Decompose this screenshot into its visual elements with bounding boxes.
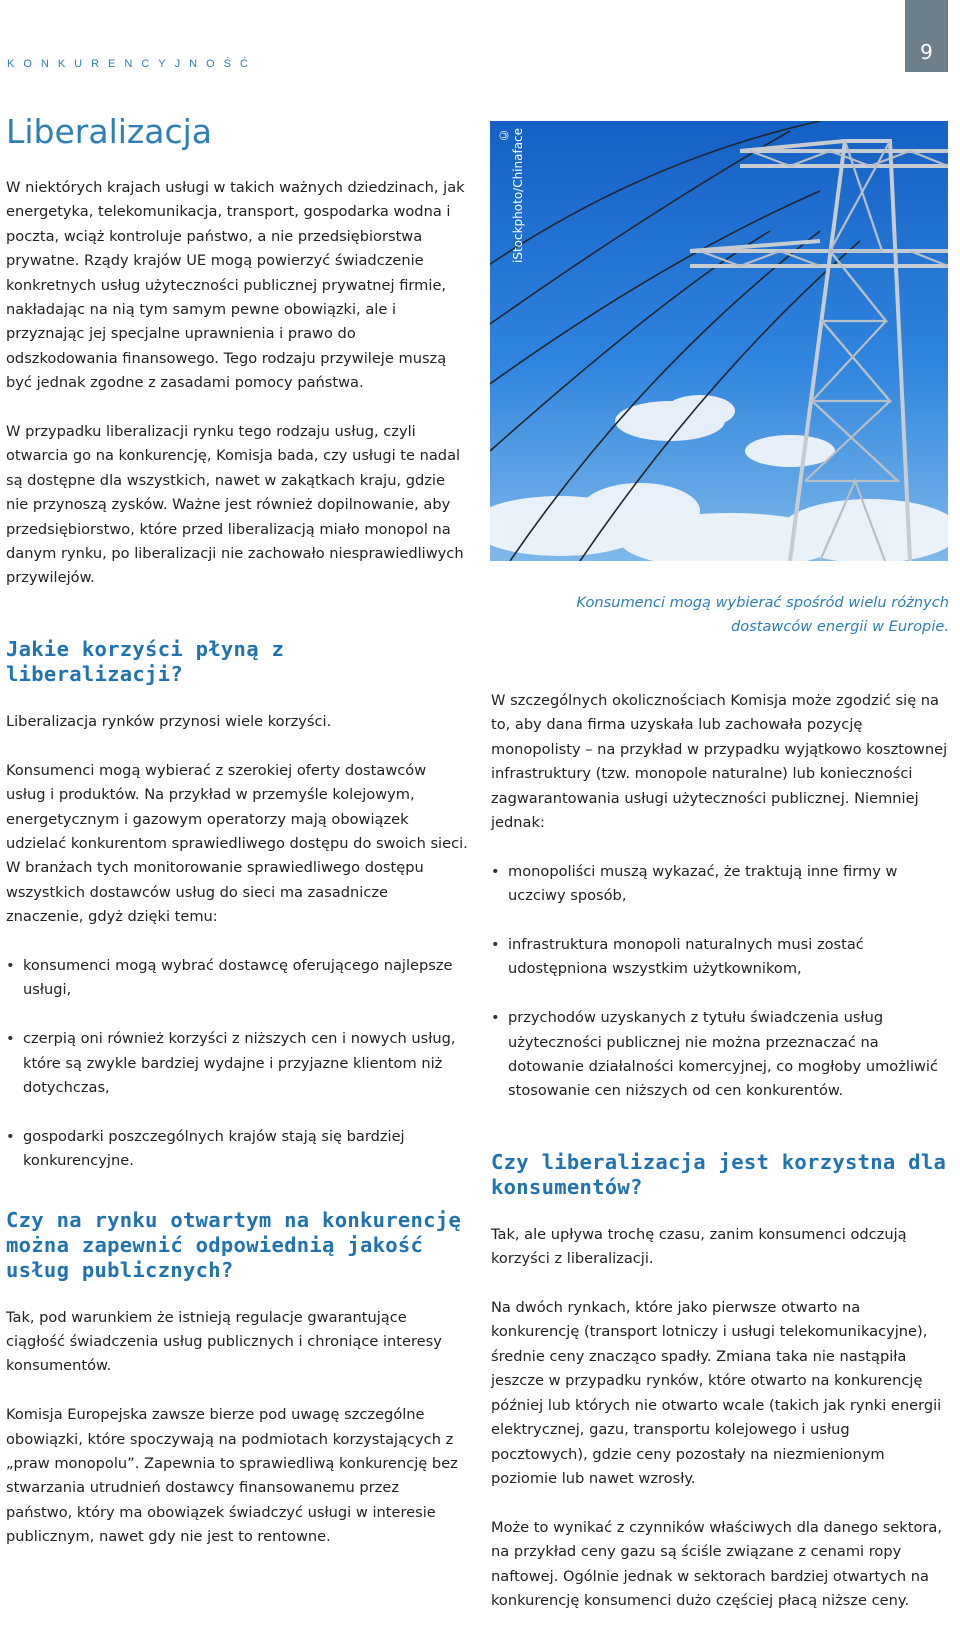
photo-credit: © iStockphoto/Chinaface	[497, 128, 525, 264]
list-item: • infrastruktura monopoli naturalnych musi zostać udostępniona wszystkim użytkownikom,	[491, 933, 949, 982]
list-item: • konsumenci mogą wybrać dostawcę oferującego najlepsze usługi,	[6, 954, 468, 1003]
section-heading-consumers: Czy liberalizacja jest korzystna dla konsumentów?	[491, 1149, 947, 1199]
section-label: KONKURENCYJNOŚĆ	[7, 58, 257, 70]
body-paragraph: Na dwóch rynkach, które jako pierwsze otwarto na konkurencję (transport lotniczy i usługi telekomunikacyjne), średnie ceny znacząco spadły. Zmiana taka nie nastąpiła jeszcze w przypadku rynków, które otwarto na konkurencję później lub których nie otwarto wcale (takich jak rynki energii elektrycznej, gazu, transportu kolejowego i usług pocztowych), gdzie ceny pozostały na niezmienionym poziomie lub nawet wzrosły.	[491, 1299, 942, 1487]
intro-paragraph: W niektórych krajach usługi w takich ważnych dziedzinach, jak energetyka, telekomunikacja, transport, gospodarka wodna i poczta, wciąż kontroluje państwo, a nie przedsiębiorstwa prywatne. Rządy krajów UE mogą powierzyć świadczenie konkretnych usług użyteczności publicznej prywatnej firmie, nakładając na nią tym samym pewne obowiązki, ale i przyznając jej specjalne uprawnienia i prawo do odszkodowania finansowego. Tego rodzaju przywileje muszą być jednak zgodne z zasadami pomocy państwa.	[6, 179, 465, 392]
page-number: 9	[905, 0, 948, 72]
list-item: • czerpią oni również korzyści z niższych cen i nowych usług, które są zwykle bardziej wydajne i przyjazne klientom niż dotychczas,	[6, 1027, 468, 1100]
body-paragraph: Konsumenci mogą wybierać z szerokiej oferty dostawców usług i produktów. Na przykład w przemyśle kolejowym, energetycznym i gazowym operatorzy mają obowiązek udzielać konkurentom sprawiedliwego dostępu do swoich sieci. W branżach tych monitorowanie sprawiedliwego dostępu wszystkich dostawców usług do sieci ma zasadnicze znaczenie, gdyż dzięki temu:	[6, 761, 468, 926]
right-column	[491, 689, 949, 1638]
list-item: • przychodów uzyskanych z tytułu świadczenia usług użyteczności publicznej nie można przeznaczać na dotowanie działalności komercyjnej, co mogłoby umożliwić stosowanie cen niższych od cen konkurentów.	[491, 1006, 949, 1104]
left-column	[6, 176, 468, 1574]
list-item: • gospodarki poszczególnych krajów stają się bardziej konkurencyjne.	[6, 1125, 468, 1174]
list-item: • monopoliści muszą wykazać, że traktują inne firmy w uczciwy sposób,	[491, 860, 949, 909]
power-pylon-photo	[490, 121, 948, 561]
monopoly-list	[491, 860, 949, 1104]
body-paragraph: Liberalizacja rynków przynosi wiele korzyści.	[6, 712, 332, 730]
body-paragraph: Tak, ale upływa trochę czasu, zanim konsumenci odczują korzyści z liberalizacji.	[491, 1225, 907, 1268]
body-paragraph: W szczególnych okolicznościach Komisja może zgodzić się na to, aby dana firma uzyskała lub zachowała pozycję monopolisty – na przykład w przypadku wyjątkowo kosztownej infrastruktury (tzw. monopole naturalne) lub konieczności zagwarantowania usługi użyteczności publicznej. Niemniej jednak:	[491, 692, 948, 832]
page-title: Liberalizacja	[6, 112, 213, 151]
body-paragraph: Komisja Europejska zawsze bierze pod uwagę szczególne obowiązki, które spoczywają na podmiotach korzystających z „praw monopolu”. Zapewnia to sprawiedliwą konkurencję bez stwarzania utrudnień dostawcy finansowanemu przez państwo, który ma obowiązek świadczyć usługi w interesie publicznym, nawet gdy nie jest to rentowne.	[6, 1406, 458, 1546]
body-paragraph: Może to wynikać z czynników właściwych dla danego sektora, na przykład ceny gazu są ściśle związane z cenami ropy naftowej. Ogólnie jednak w sektorach bardziej otwartych na konkurencję konsumenci dużo częściej płacą niższe ceny.	[491, 1518, 942, 1609]
body-paragraph: Tak, pod warunkiem że istnieją regulacje gwarantujące ciągłość świadczenia usług publicznych i chroniące interesy konsumentów.	[6, 1308, 442, 1375]
intro-paragraph: W przypadku liberalizacji rynku tego rodzaju usług, czyli otwarcia go na konkurencję, Komisja bada, czy usługi te nadal są dostępne dla wszystkich, nawet w zakątkach kraju, gdzie nie przynoszą zysków. Ważne jest również dopilnowanie, aby przedsiębiorstwo, które przed liberalizacją miało monopol na danym rynku, po liberalizacji nie zachowało niesprawiedliwych przywilejów.	[6, 423, 464, 587]
section-heading-quality: Czy na rynku otwartym na konkurencję można zapewnić odpowiednią jakość usług publicznych?	[6, 1207, 462, 1282]
benefits-list	[6, 954, 468, 1174]
section-heading-benefits: Jakie korzyści płyną z liberalizacji?	[6, 636, 285, 686]
photo-caption: Konsumenci mogą wybierać spośród wielu różnych dostawców energii w Europie.	[576, 594, 949, 636]
